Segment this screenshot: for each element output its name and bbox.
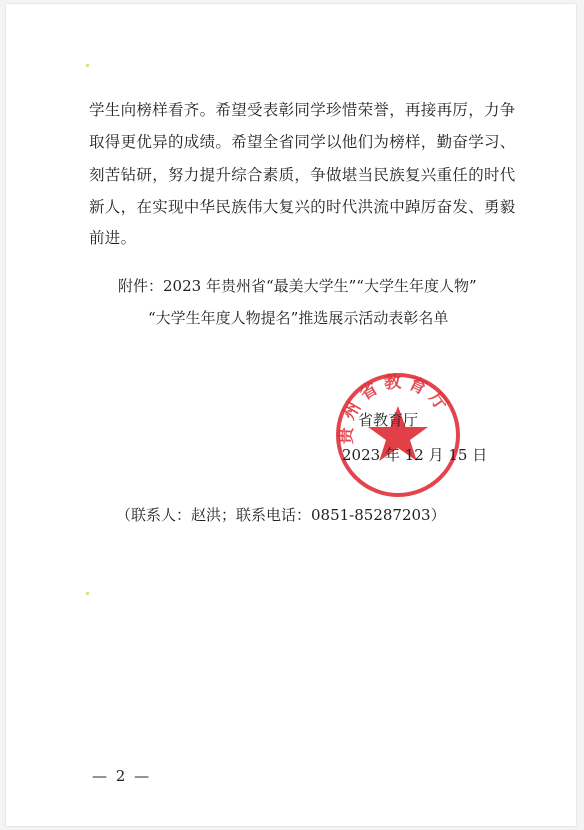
document-page xyxy=(6,4,576,826)
svg-text:贵州省教育厅: 贵州省教育厅 xyxy=(336,372,455,445)
issuing-org: 省教育厅 xyxy=(358,411,419,429)
scan-speck xyxy=(86,592,89,595)
official-seal-stamp xyxy=(333,370,463,500)
page-number: — 2 — xyxy=(92,767,152,785)
body-line: 刻苦钻研，努力提升综合素质，争做堪当民族复兴重任的时代 xyxy=(89,166,516,184)
contact-info: （联系人：赵洪；联系电话：0851-85287203） xyxy=(116,506,446,524)
scan-speck xyxy=(86,64,89,67)
body-line: 学生向榜样看齐。希望受表彰同学珍惜荣誉，再接再厉，力争 xyxy=(89,101,516,119)
body-line: 前进。 xyxy=(89,229,137,247)
body-line: 新人，在实现中华民族伟大复兴的时代洪流中踔厉奋发、勇毅 xyxy=(89,198,516,216)
attachment-line-2: “大学生年度人物提名”推选展示活动表彰名单 xyxy=(148,309,449,327)
body-line: 取得更优异的成绩。希望全省同学以他们为榜样，勤奋学习、 xyxy=(89,133,516,151)
issue-date: 2023 年 12 月 15 日 xyxy=(342,446,488,464)
attachment-line-1: 附件：2023 年贵州省“最美大学生”“大学生年度人物” xyxy=(118,277,477,295)
